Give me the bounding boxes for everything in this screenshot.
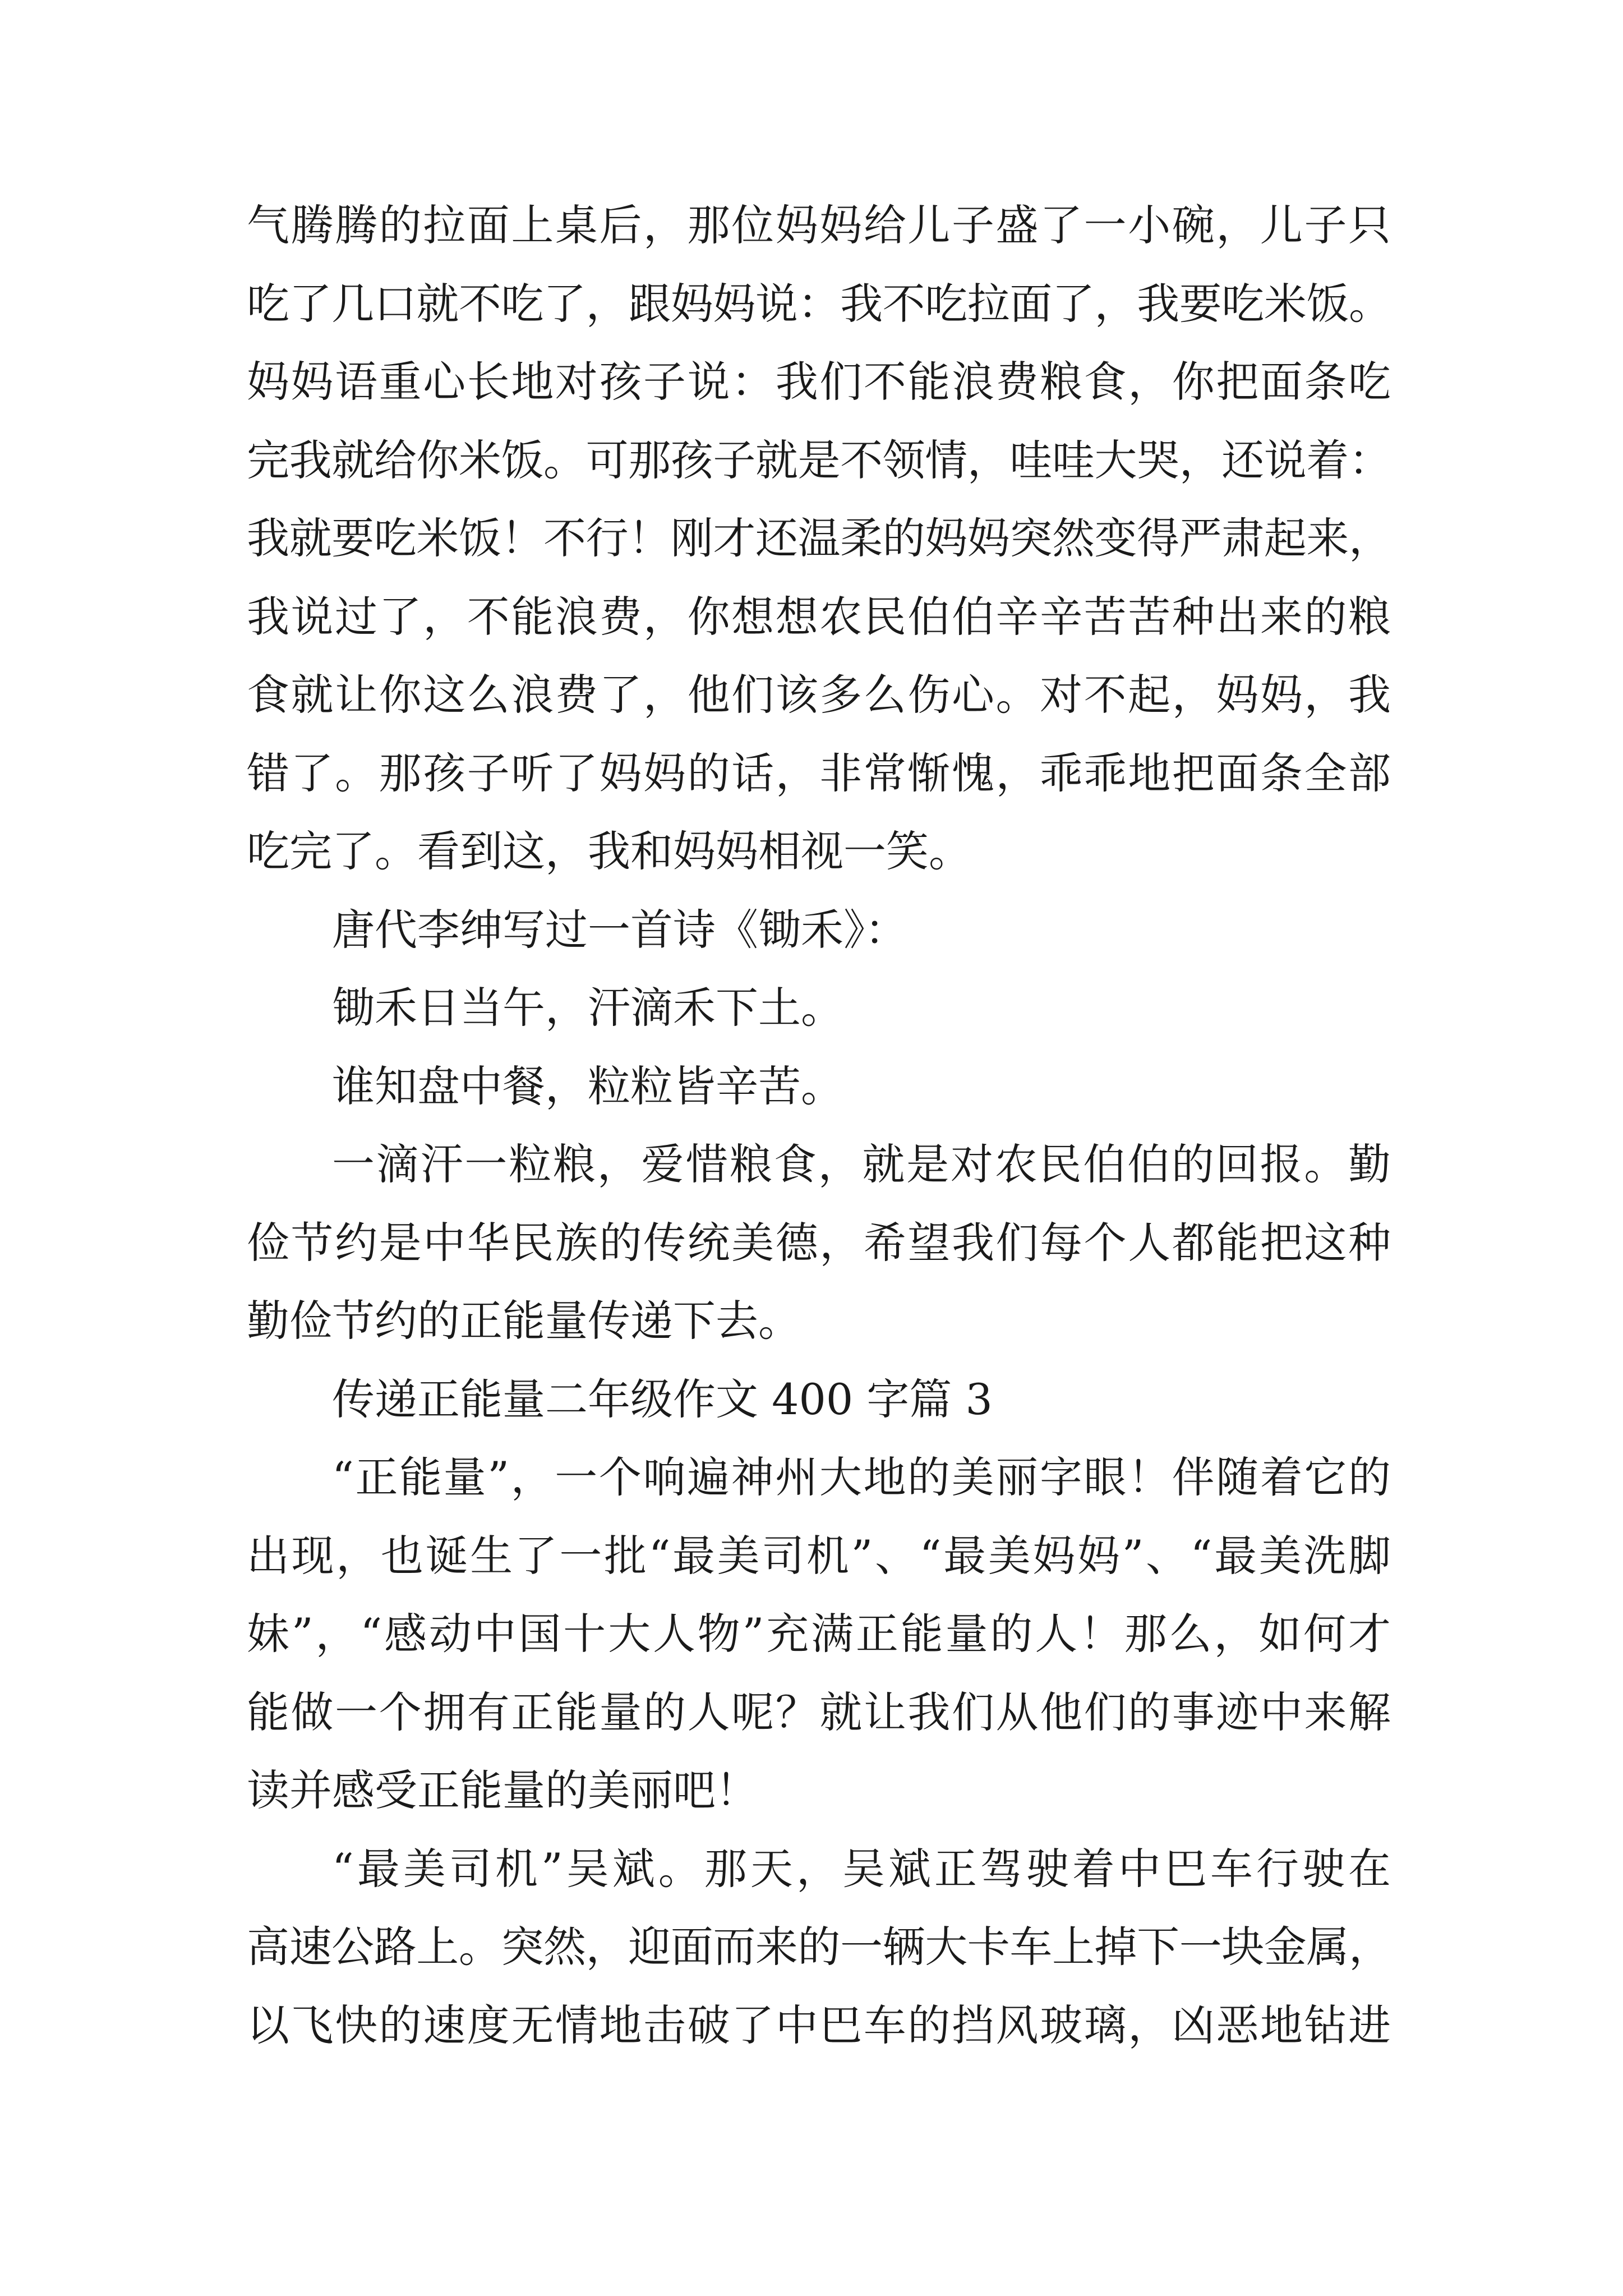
text-line: 吃了几口就不吃了，跟妈妈说：我不吃拉面了，我要吃米饭。 [247, 278, 1391, 329]
text-line: 错了。那孩子听了妈妈的话，非常惭愧，乖乖地把面条全部 [247, 748, 1391, 798]
text-line: 以飞快的速度无情地击破了中巴车的挡风玻璃，凶恶地钻进 [247, 2000, 1391, 2050]
text-line: 我说过了，不能浪费，你想想农民伯伯辛辛苦苦种出来的粮 [247, 591, 1391, 642]
text-line: 俭节约是中华民族的传统美德，希望我们每个人都能把这种 [247, 1217, 1391, 1268]
text-line: 一滴汗一粒粮，爱惜粮食，就是对农民伯伯的回报。勤 [332, 1139, 1391, 1189]
text-line: 妹”，“感动中国十大人物”充满正能量的人！那么，如何才 [247, 1609, 1391, 1659]
text-line: 唐代李绅写过一首诗《锄禾》： [332, 904, 907, 955]
text-line: 勤俭节约的正能量传递下去。 [247, 1296, 801, 1346]
text-line: 出现，也诞生了一批“最美司机”、“最美妈妈”、“最美洗脚 [247, 1530, 1391, 1581]
text-line: 能做一个拥有正能量的人呢？就让我们从他们的事迹中来解 [247, 1687, 1391, 1737]
text-line: 吃完了。看到这，我和妈妈相视一笑。 [247, 826, 971, 876]
text-line: “正能量”，一个响遍神州大地的美丽字眼！伴随着它的 [332, 1452, 1391, 1502]
document-body [247, 186, 1391, 2064]
text-line: 食就让你这么浪费了，他们该多么伤心。对不起，妈妈，我 [247, 670, 1391, 720]
text-line: 谁知盘中餐，粒粒皆辛苦。 [332, 1061, 843, 1111]
text-line: 气腾腾的拉面上桌后，那位妈妈给儿子盛了一小碗，儿子只 [247, 200, 1391, 250]
text-line: 传递正能量二年级作文 400 字篇 3 [332, 1374, 993, 1424]
text-line: 完我就给你米饭。可那孩子就是不领情，哇哇大哭，还说着： [247, 435, 1391, 485]
text-line: 我就要吃米饭！不行！刚才还温柔的妈妈突然变得严肃起来， [247, 513, 1391, 563]
text-line: “最美司机”吴斌。那天，吴斌正驾驶着中巴车行驶在 [332, 1843, 1391, 1894]
text-line: 高速公路上。突然，迎面而来的一辆大卡车上掉下一块金属， [247, 1922, 1391, 1972]
text-line: 读并感受正能量的美丽吧！ [247, 1765, 758, 1815]
text-line: 妈妈语重心长地对孩子说：我们不能浪费粮食，你把面条吃 [247, 357, 1391, 407]
text-line: 锄禾日当午，汗滴禾下土。 [332, 983, 843, 1033]
